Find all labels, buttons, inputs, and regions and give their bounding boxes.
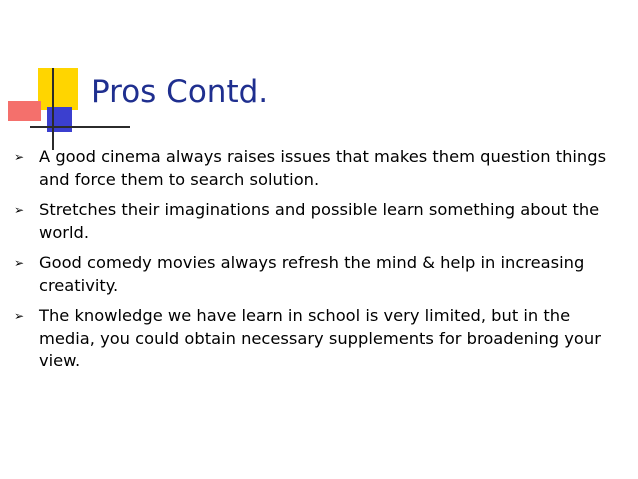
bullet-text: Good comedy movies always refresh the mind & help in increasing creativity. — [39, 253, 585, 295]
arrow-bullet-icon: ➢ — [14, 256, 25, 270]
arrow-bullet-icon: ➢ — [14, 309, 25, 323]
vertical-line-decoration — [52, 68, 54, 150]
bullet-list — [14, 146, 626, 381]
arrow-bullet-icon: ➢ — [14, 150, 25, 164]
horizontal-line-decoration — [30, 126, 130, 128]
bullet-item — [14, 199, 626, 244]
bullet-text: A good cinema always raises issues that makes them question things and force them to search solution. — [39, 147, 607, 189]
arrow-bullet-icon: ➢ — [14, 203, 25, 217]
slide-title: Pros Contd. — [91, 74, 269, 110]
yellow-square-decoration — [38, 68, 78, 110]
bullet-text: The knowledge we have learn in school is very limited, but in the media, you could obtain necessary supplements for broadening your view. — [39, 306, 601, 370]
bullet-text: Stretches their imaginations and possible learn something about the world. — [39, 200, 600, 242]
bullet-item — [14, 146, 626, 191]
red-square-decoration — [8, 101, 41, 121]
bullet-item — [14, 305, 626, 373]
blue-square-decoration — [47, 107, 72, 132]
bullet-item — [14, 252, 626, 297]
